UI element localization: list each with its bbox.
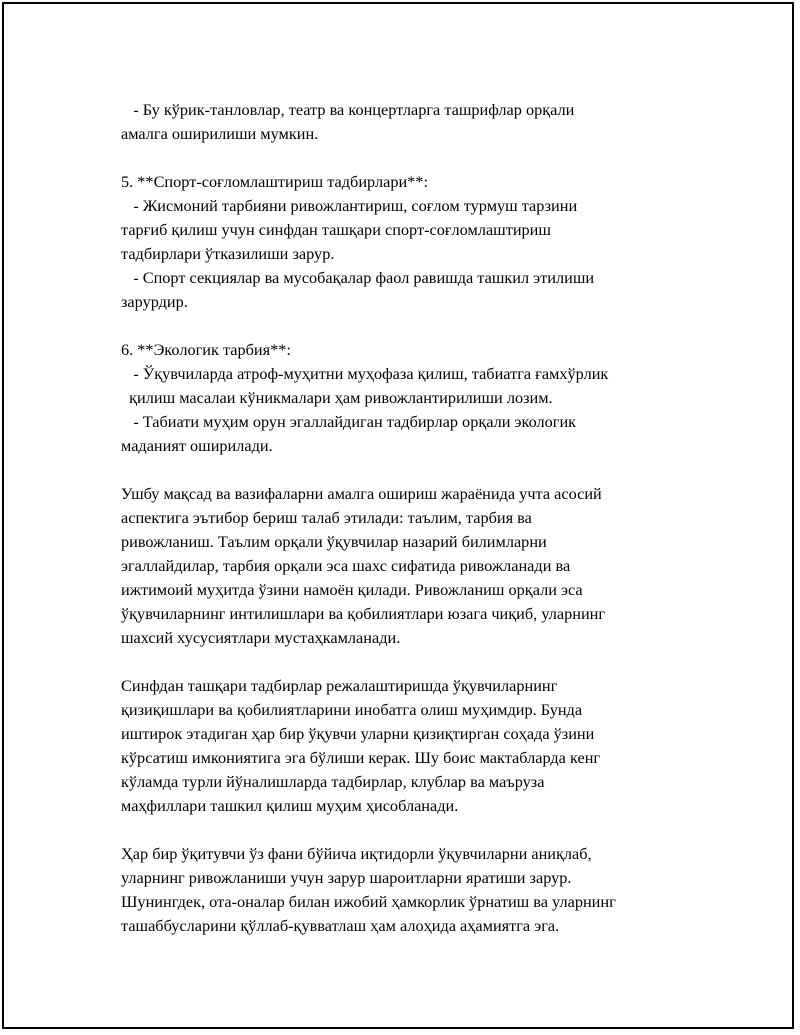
paragraph-gap bbox=[121, 146, 701, 170]
list-item-ecological-education bbox=[121, 338, 701, 458]
paragraph-gap bbox=[121, 650, 701, 674]
text-line: - Табиати муҳим орун эгаллайдиган тадбирлар орқали экологик bbox=[121, 412, 577, 431]
text-line: - Ўқувчиларда атроф-муҳитни муҳофаза қилиш, табиатга ғамхўрлик bbox=[121, 364, 609, 383]
text-line: тадбирлари ўтказилиши зарур. bbox=[121, 244, 335, 263]
paragraph-gap bbox=[121, 458, 701, 482]
text-line: қилиш масалаи кўникмалари ҳам ривожлантирилиши лозим. bbox=[121, 388, 553, 407]
text-line: ижтимоий муҳитда ўзини намоён қилади. Ривожланиш орқали эса bbox=[121, 580, 583, 599]
text-line: шахсий хусусиятлари мустаҳкамланади. bbox=[121, 628, 401, 647]
text-line: кўрсатиш имкониятига эга бўлиши керак. Шу боис мактабларда кенг bbox=[121, 748, 601, 767]
text-line: тарғиб қилиш учун синфдан ташқари спорт-соғломлаштириш bbox=[121, 220, 551, 239]
paragraph-gap bbox=[121, 818, 701, 842]
text-line: ривожланиш. Таълим орқали ўқувчилар назарий билимларни bbox=[121, 532, 547, 551]
list-item-heading: 6. **Экологик тарбия**: bbox=[121, 340, 291, 359]
text-line: уларнинг ривожланиши учун зарур шароитларни яратиши зарур. bbox=[121, 868, 572, 887]
text-line: маҳфиллари ташкил қилиш муҳим ҳисобланади. bbox=[121, 796, 459, 815]
text-line: эгаллайдилар, тарбия орқали эса шахс сифатида ривожланади ва bbox=[121, 556, 571, 575]
text-line: амалга оширилиши мумкин. bbox=[121, 124, 319, 143]
paragraph-teacher-role bbox=[121, 842, 701, 938]
text-line: Синфдан ташқари тадбирлар режалаштиришда ўқувчиларнинг bbox=[121, 676, 558, 695]
text-line: Шунингдек, ота-оналар билан ижобий ҳамкорлик ўрнатиш ва уларнинг bbox=[121, 892, 616, 911]
text-line: - Спорт секциялар ва мусобақалар фаол равишда ташкил этилиши bbox=[121, 268, 595, 287]
paragraph-planning-activities bbox=[121, 674, 701, 818]
text-line: зарурдир. bbox=[121, 292, 188, 311]
text-line: - Жисмоний тарбияни ривожлантириш, соғлом турмуш тарзини bbox=[121, 196, 578, 215]
text-line: ўқувчиларнинг интилишлари ва қобилиятлари юзага чиқиб, уларнинг bbox=[121, 604, 606, 623]
text-line: иштирок этадиган ҳар бир ўқувчи уларни қизиқтирган соҳада ўзини bbox=[121, 724, 595, 743]
text-line: - Бу кўрик-танловлар, театр ва концертларга ташрифлар орқали bbox=[121, 100, 575, 119]
text-line: кўламда турли йўналишларда тадбирлар, клублар ва маъруза bbox=[121, 772, 545, 791]
text-line: ташаббусларини қўллаб-қувватлаш ҳам алоҳида аҳамиятга эга. bbox=[121, 916, 560, 935]
text-line: Ҳар бир ўқитувчи ўз фани бўйича иқтидорли ўқувчиларни аниқлаб, bbox=[121, 844, 592, 863]
text-line: Ушбу мақсад ва вазифаларни амалга ошириш жараёнида учта асосий bbox=[121, 484, 602, 503]
document-body bbox=[121, 98, 701, 938]
paragraph-cultural-events bbox=[121, 98, 701, 146]
list-item-heading: 5. **Спорт-соғломлаштириш тадбирлари**: bbox=[121, 172, 428, 191]
paragraph-aims-and-tasks bbox=[121, 482, 701, 650]
text-line: аспектига эътибор бериш талаб этилади: таълим, тарбия ва bbox=[121, 508, 532, 527]
paragraph-gap bbox=[121, 314, 701, 338]
list-item-sport-events bbox=[121, 170, 701, 314]
text-line: маданият оширилади. bbox=[121, 436, 273, 455]
document-page bbox=[2, 2, 794, 1029]
text-line: қизиқишлари ва қобилиятларини инобатга олиш муҳимдир. Бунда bbox=[121, 700, 583, 719]
